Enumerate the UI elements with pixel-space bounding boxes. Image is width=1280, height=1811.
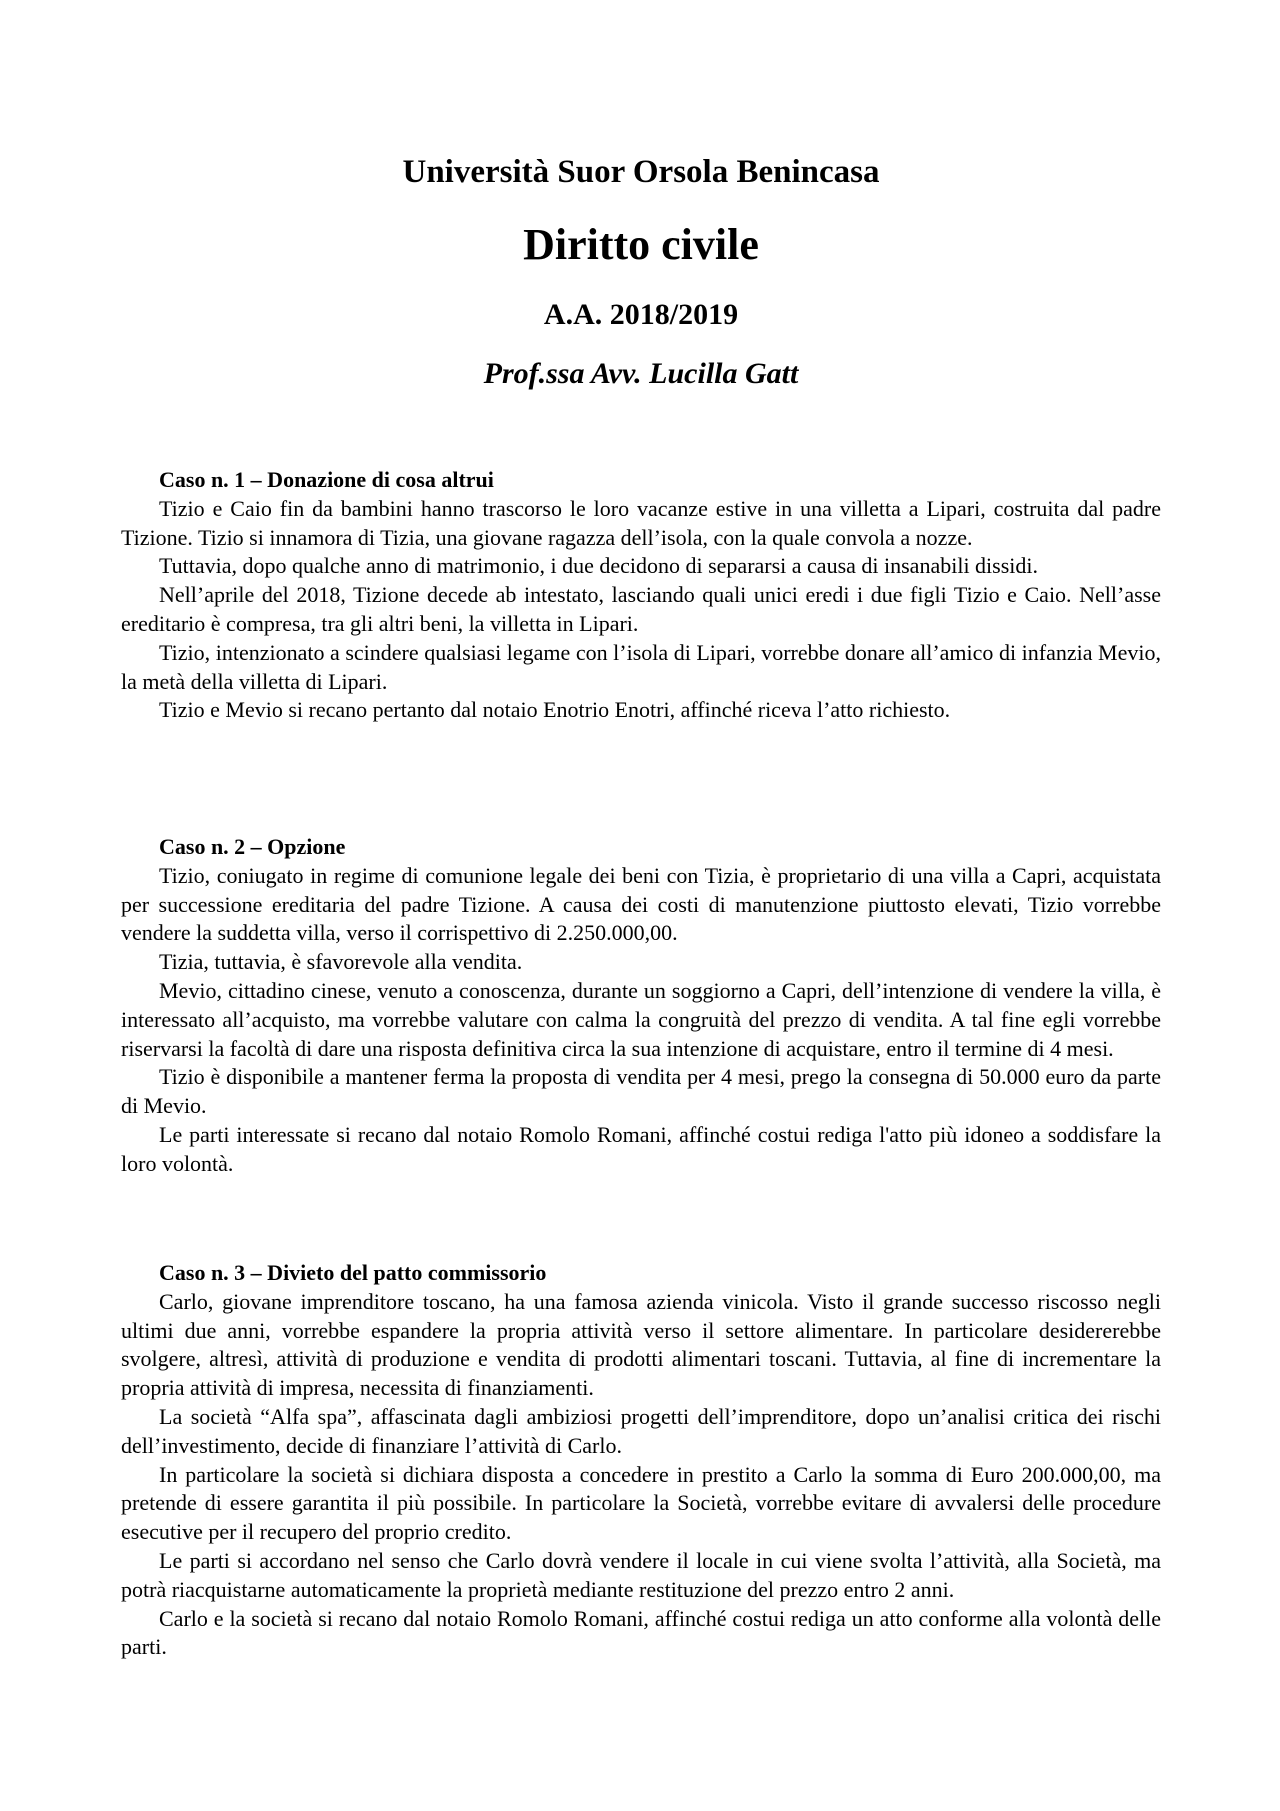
case-paragraph: Tizio, intenzionato a scindere qualsiasi legame con l’isola di Lipari, vorrebbe donare all’amico di infanzia Mevio, la metà della villetta di Lipari. <box>121 639 1161 694</box>
case-paragraph: Mevio, cittadino cinese, venuto a conoscenza, durante un soggiorno a Capri, dell’intenzione di vendere la villa, è interessato all’acquisto, ma vorrebbe valutare con calma la congruità del prezzo di vendita. A tal fine egli vorrebbe riservarsi la facoltà di dare una risposta definitiva circa la sua intenzione di acquistare, entro il termine di 4 mesi. <box>121 977 1161 1061</box>
case-paragraph: Carlo e la società si recano dal notaio Romolo Romani, affinché costui rediga un atto conforme alla volontà delle parti. <box>121 1605 1161 1660</box>
case-paragraph: Tizio, coniugato in regime di comunione legale dei beni con Tizia, è proprietario di una villa a Capri, acquistata per successione ereditaria del padre Tizione. A causa dei costi di manutenzione piuttosto elevati, Tizio vorrebbe vendere la suddetta villa, verso il corrispettivo di 2.250.000,00. <box>121 862 1161 946</box>
case-paragraph: Tizia, tuttavia, è sfavorevole alla vendita. <box>159 949 523 975</box>
course-title: Diritto civile <box>523 220 759 269</box>
case-paragraph: La società “Alfa spa”, affascinata dagli ambiziosi progetti dell’imprenditore, dopo un’analisi critica dei rischi dell’investimento, decide di finanziare l’attività di Carlo. <box>121 1403 1161 1458</box>
case-paragraph: Le parti interessate si recano dal notaio Romolo Romani, affinché costui rediga l'atto più idoneo a soddisfare la loro volontà. <box>121 1121 1161 1176</box>
case-section-3 <box>121 1259 1161 1662</box>
case-paragraph: In particolare la società si dichiara disposta a concedere in prestito a Carlo la somma di Euro 200.000,00, ma pretende di essere garantita il più possibile. In particolare la Società, vorrebbe evitare di avvalersi delle procedure esecutive per il recupero del proprio credito. <box>121 1461 1161 1545</box>
case-paragraph: Tizio e Mevio si recano pertanto dal notaio Enotrio Enotri, affinché riceva l’atto richiesto. <box>159 697 951 723</box>
case-paragraph: Nell’aprile del 2018, Tizione decede ab intestato, lasciando quali unici eredi i due figli Tizio e Caio. Nell’asse ereditario è compresa, tra gli altri beni, la villetta in Lipari. <box>121 582 1161 636</box>
academic-year: A.A. 2018/2019 <box>543 298 739 331</box>
case-section-1 <box>121 466 1161 725</box>
professor-name: Prof.ssa Avv. Lucilla Gatt <box>483 357 799 390</box>
case-title: Caso n. 1 – Donazione di cosa altrui <box>159 467 494 492</box>
case-paragraph: Le parti si accordano nel senso che Carlo dovrà vendere il locale in cui viene svolta l’attività, alla Società, ma potrà riacquistarne automaticamente la proprietà mediante restituzione del prezzo entro 2 anni. <box>121 1547 1161 1602</box>
case-paragraph: Tizio e Caio fin da bambini hanno trascorso le loro vacanze estive in una villetta a Lipari, costruita dal padre Tizione. Tizio si innamora di Tizia, una giovane ragazza dell’isola, con la quale convola a nozze. <box>121 495 1161 550</box>
case-section-2 <box>121 833 1161 1179</box>
case-paragraph: Tuttavia, dopo qualche anno di matrimonio, i due decidono di separarsi a causa di insanabili dissidi. <box>159 553 1039 579</box>
case-paragraph: Carlo, giovane imprenditore toscano, ha una famosa azienda vinicola. Visto il grande successo riscosso negli ultimi due anni, vorrebbe espandere la propria attività verso il settore alimentare. In particolare desidererebbe svolgere, altresì, attività di produzione e vendita di prodotti alimentari toscani. Tuttavia, al fine di incrementare la propria attività di impresa, necessita di finanziamenti. <box>121 1288 1161 1401</box>
university-name: Università Suor Orsola Benincasa <box>402 154 880 190</box>
case-paragraph: Tizio è disponibile a mantener ferma la proposta di vendita per 4 mesi, prego la consegna di 50.000 euro da parte di Mevio. <box>121 1064 1161 1119</box>
case-title: Caso n. 3 – Divieto del patto commissorio <box>159 1260 547 1285</box>
case-title: Caso n. 2 – Opzione <box>159 834 346 859</box>
